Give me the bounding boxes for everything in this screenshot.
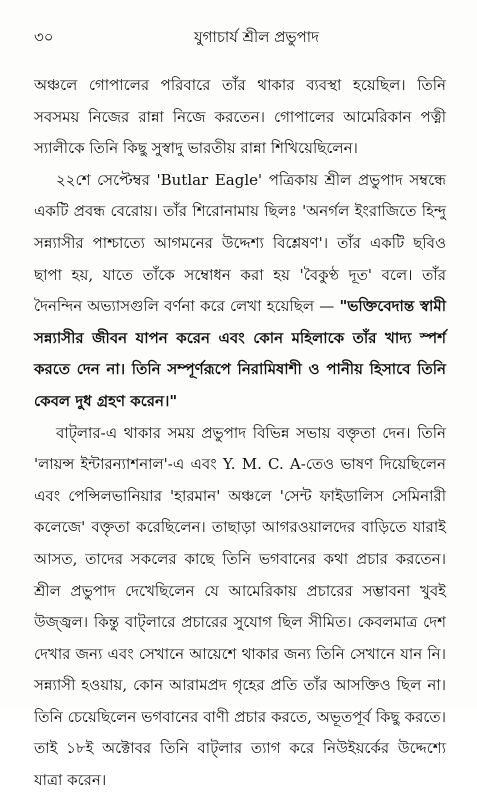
- paragraph-1-text: অঞ্চলে গোপালের পরিবারে তাঁর থাকার ব্যবস্থা হয়েছিল। তিনি সবসময় নিজের রান্না নিজে করতেন। গোপালের আমেরিকান পত্নী স্যালীকে তিনি কিছু সুস্বাদু ভারতীয় রান্না শিখিয়েছিলেন।: [34, 76, 446, 158]
- body-text: [34, 70, 446, 797]
- paragraph-1: [34, 70, 446, 165]
- paragraph-2: [34, 165, 446, 418]
- paragraph-3: [34, 418, 446, 797]
- paragraph-3-text: বাট্‌লার-এ থাকার সময় প্রভুপাদ বিভিন্ন সভায় বক্তৃতা দেন। তিনি 'লায়ন্স ইন্টারন্যাশনাল'-এ এবং Y. M. C. A-তেও ভাষণ দিয়েছিলেন এবং পেন্সিলভানিয়ার 'হারমান' অঞ্চলে 'সেন্ট ফাইডালিস সেমিনারী কলেজে' বক্তৃতা করেছিলেন। তাছাড়া আগরওয়ালদের বাড়িতে যারাই আসত, তাদের সকলের কাছে তিনি ভগবানের কথা প্রচার করতেন। শ্রীল প্রভুপাদ দেখেছিলেন যে আমেরিকায় প্রচারের সম্ভাবনা খুবই উজ্জ্বল। কিন্তু বাট্‌লারে প্রচারের সুযোগ ছিল সীমিত। কেবলমাত্র দেশ দেখার জন্য এবং সেখানে আয়েশে থাকার জন্য তিনি সেখানে যান নি। সন্ন্যাসী হওয়ায়, কোন আরামপ্রদ গৃহের প্রতি তাঁর আসক্তিও ছিল না। তিনি চেয়েছিলেন ভগবানের বাণী প্রচার করতে, অভূতপূর্ব কিছু করতে। তাই ১৮ই অক্টোবর তিনি বাট্‌লার ত্যাগ করে নিউইয়র্কের উদ্দেশ্যে যাত্রা করেন।: [34, 423, 446, 790]
- running-title: যুগাচার্য শ্রীল প্রভুপাদ: [194, 28, 320, 46]
- page-number: ৩০: [34, 28, 54, 46]
- paragraph-2-quote: "ভক্তিবেদান্ত স্বামী সন্ন্যাসীর জীবন যাপন করেন এবং কোন মহিলাকে তাঁর খাদ্য স্পর্শ করতে দেন না। তিনি সম্পূর্ণরূপে নিরামিষাশী ও পানীয় হিসাবে তিনি কেবল দুধ গ্রহণ করেন।": [34, 297, 446, 410]
- paragraph-2-text: ২২শে সেপ্টেম্বর 'Butlar Eagle' পত্রিকায় শ্রীল প্রভুপাদ সম্বন্ধে একটি প্রবন্ধ বেরোয়। তাঁর শিরোনামায় ছিলঃ 'অনর্গল ইংরাজিতে হিন্দু সন্ন্যাসীর পাশ্চাত্যে আগমনের উদ্দেশ্য বিশ্লেষণ'। তাঁর একটি ছবিও ছাপা হয়, যাতে তাঁকে সম্বোধন করা হয় 'বৈকুণ্ঠ দূত' বলে। তাঁর দৈনন্দিন অভ্যাসগুলি বর্ণনা করে লেখা হয়েছিল —: [34, 170, 446, 316]
- page-header: [34, 26, 443, 50]
